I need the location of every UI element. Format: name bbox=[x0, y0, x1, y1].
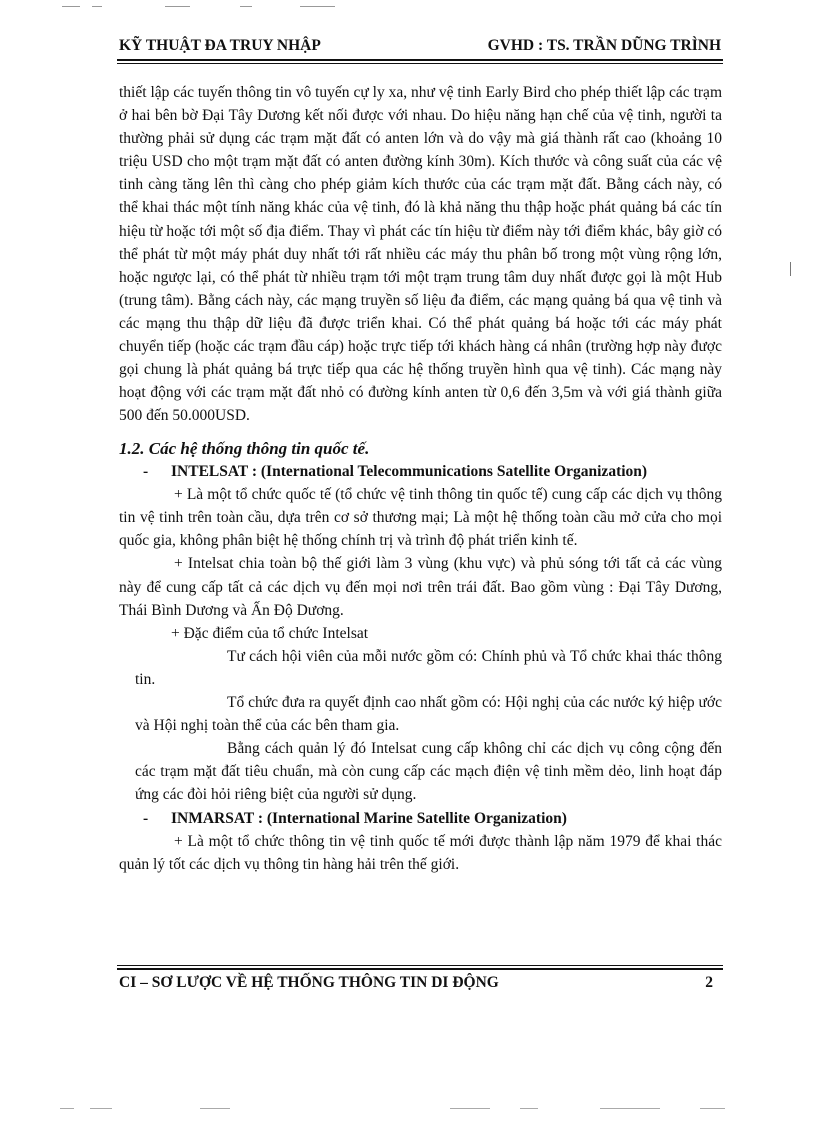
section-heading: 1.2. Các hệ thống thông tin quốc tế. bbox=[119, 439, 370, 458]
inmarsat-paragraph-1: + Là một tổ chức thông tin vệ tinh quốc tế mới được thành lập năm 1979 để khai thác quản lý tốt các dịch vụ thông tin hàng hải trên thế giới. bbox=[119, 832, 722, 873]
page-header bbox=[119, 37, 721, 55]
intelsat-paragraph-1: + Là một tổ chức quốc tế (tổ chức vệ tinh thông tin quốc tế) cung cấp các dịch vụ thông tin vệ tinh trên toàn cầu, dựa trên cơ sở thương mại; Là một hệ thống toàn cầu mở cửa cho mọi quốc gia, không phân biệt hệ thống chính trị và trình độ phát triển kinh tế. bbox=[119, 486, 722, 550]
intelsat-paragraph-2: + Intelsat chia toàn bộ thế giới làm 3 vùng (khu vực) và phủ sóng tới tất cả các vùng này để cung cấp tất cả các dịch vụ đến mọi nơi trên trái đất. Bao gồm vùng : Đại Tây Dương, Thái Bình Dương và Ấn Độ Dương. bbox=[119, 555, 722, 619]
header-divider-thin bbox=[117, 63, 723, 64]
header-divider bbox=[117, 59, 723, 61]
footer-divider bbox=[117, 968, 723, 970]
intelsat-paragraph-management: Bằng cách quản lý đó Intelsat cung cấp không chỉ các dịch vụ công cộng đến các trạm mặt đất tiêu chuẩn, mà còn cung cấp các mạch điện vệ tinh mềm dẻo, linh hoạt đáp ứng các đòi hỏi riêng biệt của người sử dụng. bbox=[135, 740, 722, 804]
intelsat-paragraph-decision: Tổ chức đưa ra quyết định cao nhất gồm có: Hội nghị của các nước ký hiệp ước và Hội nghị toàn thể của các bên tham gia. bbox=[135, 694, 722, 735]
header-title: KỸ THUẬT ĐA TRUY NHẬP bbox=[119, 37, 321, 54]
footer-chapter-title: CI – SƠ LƯỢC VỀ HỆ THỐNG THÔNG TIN DI ĐỘNG bbox=[119, 974, 499, 991]
intelsat-bullet: - INTELSAT : (International Telecommunications Satellite Organization) bbox=[143, 463, 648, 481]
footer-divider-thin bbox=[117, 965, 723, 966]
intro-paragraph: thiết lập các tuyến thông tin vô tuyến cự ly xa, như vệ tinh Early Bird cho phép thiết lập các trạm ở hai bên bờ Đại Tây Dương kết nối được với nhau. Do hiệu năng hạn chế của vệ tinh, người ta thường phải sử dụng các trạm mặt đất có anten lớn và do vậy mà giá thành rất cao (khoảng 10 triệu USD cho một trạm mặt đất có anten đường kính 30m). Kích thước và công suất của các vệ tinh càng tăng lên thì càng cho phép giảm kích thước của các trạm mặt đất. Bằng cách này, có thể khai thác một tính năng khác của vệ tinh, đó là khả năng thu thập hoặc phát quảng bá các tín hiệu từ hoặc tới một số địa điểm. Thay vì phát các tín hiệu từ điểm này tới điểm khác, bây giờ có thể phát từ một máy phát duy nhất tới rất nhiều các máy thu phân bố trong một vùng rộng lớn, hoặc ngược lại, có thể phát từ nhiều trạm tới một trạm trung tâm duy nhất được gọi là một Hub (trung tâm). Bằng cách này, các mạng truyền số liệu đa điểm, các mạng quảng bá qua vệ tinh và các mạng thu thập dữ liệu đã được triển khai. Có thể phát quảng bá hoặc tới các máy phát chuyển tiếp (hoặc các trạm đầu cáp) hoặc trực tiếp tới khách hàng cá nhân (trường hợp này được gọi chung là phát quảng bá trực tiếp qua các hệ thống truyền hình qua vệ tinh). Các mạng này hoạt động với các trạm mặt đất nhỏ có đường kính anten từ 0,6 đến 3,5m và với giá thành giữa 500 đến 50.000USD. bbox=[119, 84, 722, 425]
intro-paragraph-block bbox=[119, 81, 722, 427]
intelsat-features-heading: + Đặc điểm của tổ chức Intelsat bbox=[171, 624, 369, 642]
header-advisor: GVHD : TS. TRẦN DŨNG TRÌNH bbox=[487, 37, 721, 54]
intelsat-paragraph-membership: Tư cách hội viên của mỗi nước gồm có: Chính phủ và Tổ chức khai thác thông tin. bbox=[135, 647, 722, 688]
scan-artifact-top bbox=[0, 0, 816, 10]
inmarsat-bullet: - INMARSAT : (International Marine Satellite Organization) bbox=[143, 809, 567, 827]
page-footer bbox=[119, 974, 721, 992]
section-international-systems bbox=[119, 437, 722, 876]
page-number: 2 bbox=[705, 974, 713, 991]
inmarsat-bullet-text: INMARSAT : (International Marine Satellite Organization) bbox=[171, 809, 567, 827]
margin-mark bbox=[790, 262, 791, 276]
intelsat-bullet-text: INTELSAT : (International Telecommunications Satellite Organization) bbox=[171, 463, 648, 481]
